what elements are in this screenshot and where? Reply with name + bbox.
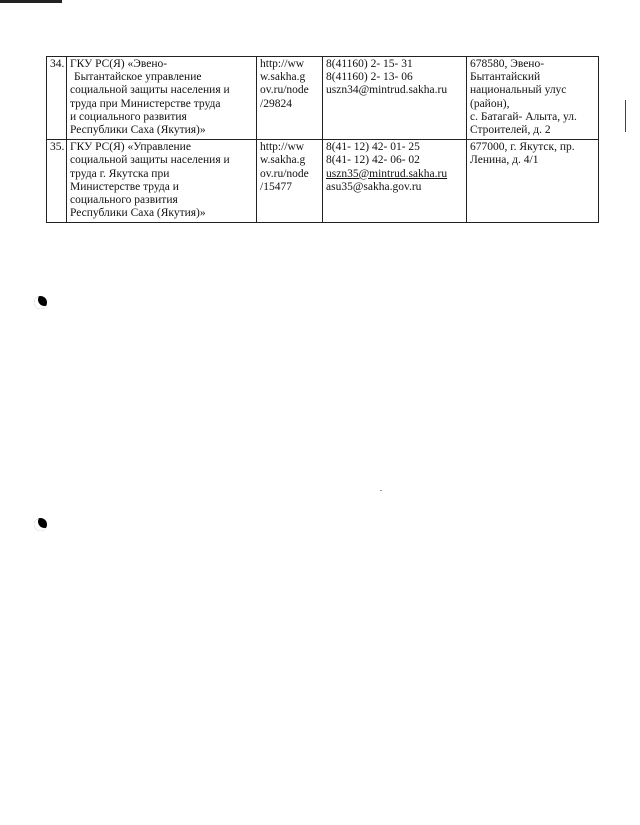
address-line: Строителей, д. 2 bbox=[470, 124, 551, 137]
scan-edge-mark bbox=[0, 0, 62, 3]
institution-name-line: Министерстве труда и bbox=[70, 180, 179, 193]
website-cell[interactable] bbox=[257, 140, 323, 223]
website-line: http://ww bbox=[260, 58, 305, 70]
address-line: 678580, Эвено- bbox=[470, 58, 545, 70]
table-row bbox=[47, 57, 599, 140]
contacts-cell bbox=[323, 140, 467, 223]
institution-name-line: Республики Саха (Якутия)» bbox=[70, 124, 206, 137]
website-line: ov.ru/node bbox=[260, 167, 309, 180]
website-cell[interactable] bbox=[257, 57, 323, 140]
institution-name-line: социальной защиты населения и bbox=[70, 154, 230, 167]
address-line: 677000, г. Якутск, пр. bbox=[470, 141, 575, 154]
institution-name-line: труда г. Якутска при bbox=[70, 167, 170, 180]
institution-name-line: социальной защиты населения и bbox=[70, 84, 230, 97]
row-number: 35. bbox=[47, 140, 67, 223]
punch-hole-icon bbox=[34, 296, 47, 309]
institution-name-cell bbox=[67, 57, 257, 140]
institution-name-line: ГКУ РС(Я) «Управление bbox=[70, 141, 191, 154]
website-line: w.sakha.g bbox=[260, 71, 306, 84]
website-line: /15477 bbox=[260, 180, 292, 193]
table-row bbox=[47, 140, 599, 223]
website-line: http://ww bbox=[260, 141, 305, 154]
address-line: национальный улус bbox=[470, 84, 567, 97]
scan-speck bbox=[380, 490, 382, 491]
phone-line: 8(41160) 2- 15- 31 bbox=[326, 58, 413, 70]
phone-line: 8(41160) 2- 13- 06 bbox=[326, 71, 413, 84]
website-line: w.sakha.g bbox=[260, 154, 306, 167]
institution-name-line: Бытантайское управление bbox=[74, 71, 202, 84]
email-line[interactable]: uszn34@mintrud.sakha.ru bbox=[326, 84, 448, 97]
phone-line: 8(41- 12) 42- 06- 02 bbox=[326, 154, 420, 167]
scan-edge-mark bbox=[625, 100, 626, 132]
address-cell bbox=[467, 57, 599, 140]
punch-hole-icon bbox=[34, 518, 47, 531]
institution-name-line: Республики Саха (Якутия)» bbox=[70, 207, 206, 220]
address-line: (район), bbox=[470, 97, 510, 110]
phone-line: 8(41- 12) 42- 01- 25 bbox=[326, 141, 420, 154]
address-line: Бытантайский bbox=[470, 71, 541, 84]
institution-name-line: труда при Министерстве труда bbox=[70, 97, 221, 110]
email-line[interactable]: asu35@sakha.gov.ru bbox=[326, 180, 422, 193]
address-cell bbox=[467, 140, 599, 223]
institutions-table bbox=[46, 56, 599, 223]
address-line: с. Батагай- Алыта, ул. bbox=[470, 110, 577, 123]
email-line[interactable]: uszn35@mintrud.sakha.ru bbox=[326, 167, 448, 180]
row-number: 34. bbox=[47, 57, 67, 140]
address-line: Ленина, д. 4/1 bbox=[470, 154, 539, 167]
institution-name-line: и социального развития bbox=[70, 110, 187, 123]
institution-name-line: социального развития bbox=[70, 194, 178, 207]
website-line: ov.ru/node bbox=[260, 84, 309, 97]
website-line: /29824 bbox=[260, 97, 292, 110]
contacts-cell bbox=[323, 57, 467, 140]
institution-name-cell bbox=[67, 140, 257, 223]
institution-name-line: ГКУ РС(Я) «Эвено- bbox=[70, 58, 168, 70]
